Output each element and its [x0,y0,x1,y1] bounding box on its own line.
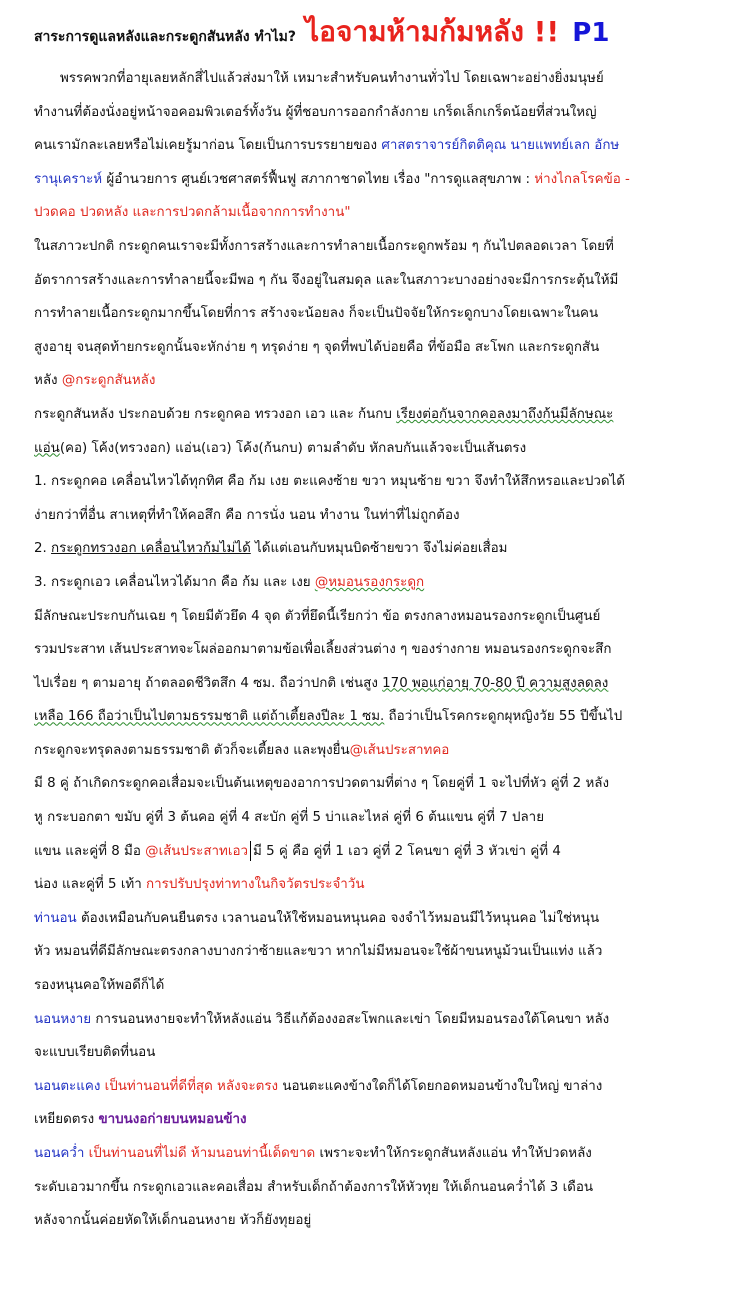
text-line [34,230,714,264]
text-line [34,1070,714,1104]
text-line [34,163,714,197]
title-headline: ไอจามห้ามก้มหลัง !! [305,15,560,48]
text-line [34,465,714,499]
text-segment: 2. [34,541,52,557]
text-line [34,969,714,1003]
text-line [34,1171,714,1205]
text-cursor [250,841,251,861]
text-segment: ขาบนงอก่ายบนหมอนข้าง [98,1112,247,1128]
text-segment: หลัง [34,373,62,389]
text-segment: @หมอนรองกระดูก [314,574,425,590]
text-line [34,1103,714,1137]
text-line [34,364,714,398]
text-segment: พรรคพวกที่อายุเลยหลักสี่ไปแล้วส่งมาให้ เหมาะสำหรับคนทำงานทั่วไป โดยเฉพาะอย่างยิ่งมนุษย์ [60,71,604,86]
text-segment: อัตราการสร้างและการทำลายนี้จะมีพอ ๆ กัน จึงอยู่ในสมดุล และในสภาวะบางอย่างจะมีการกระตุ้นให้มี [34,272,619,288]
text-line [34,532,714,566]
text-segment: ทำงานที่ต้องนั่งอยู่หน้าจอคอมพิวเตอร์ทั้งวัน ผู้ที่ชอบการออกกำลังกาย เกร็ดเล็กเกร็ดน้อยที่ส่วนใหญ่ [34,104,597,120]
text-segment: มี 5 คู่ คือ คู่ที่ 1 เอว คู่ที่ 2 โคนขา คู่ที่ 3 หัวเข่า คู่ที่ 4 [253,843,561,859]
text-segment: คนเรามักละเลยหรือไม่เคยรู้มาก่อน โดยเป็นการบรรยายของ [34,138,382,154]
text-segment: มีลักษณะประกบกันเฉย ๆ โดยมีตัวยึด 4 จุด ตัวที่ยึดนี้เรียกว่า ข้อ ตรงกลางหมอนรองกระดูกเป็นศูนย์ [34,608,601,624]
text-line [34,1003,714,1037]
text-segment: กระดูกจะทรุดลงตามธรรมชาติ ตัวก็จะเตี้ยลง และพุงยื่น [34,742,350,758]
text-segment: รวมประสาท เส้นประสาทจะโผล่ออกมาตามข้อเพื่อเลี้ยงส่วนต่าง ๆ ของร่างกาย หมอนรองกระดูกจะสึก [34,642,612,658]
text-segment: แขน และคู่ที่ 8 มือ [34,843,146,859]
text-line [34,297,714,331]
text-segment: ได้แต่เอนกับหมุนบิดซ้ายขวา จึงไม่ค่อยเสื่อม [250,541,508,557]
text-segment: นอนตะแคง [34,1078,101,1094]
text-line [34,499,714,533]
text-segment: มี 8 คู่ ถ้าเกิดกระดูกคอเสื่อมจะเป็นต้นเหตุของอาการปวดตามที่ต่าง ๆ โดยคู่ที่ 1 จะไปที่หัว คู่ที่ 2 หลัง [34,776,610,792]
article-body [34,62,714,1238]
text-segment: ท่านอน [34,910,77,926]
text-segment: ในสภาวะปกติ กระดูกคนเราจะมีทั้งการสร้างและการทำลายเนื้อกระดูกพร้อม ๆ กันไปตลอดเวลา โดยที่ [34,238,614,254]
text-segment: 1. กระดูกคอ เคลื่อนไหวได้ทุกทิศ คือ ก้ม เงย ตะแคงซ้าย ขวา หมุนซ้าย ขวา จึงทำให้สึกหรอและปวดได้ [34,474,625,490]
text-segment: ห่างไกลโรคข้อ - [534,171,630,187]
text-segment: การทำลายเนื้อกระดูกมากขึ้นโดยที่การ สร้างจะน้อยลง ก็จะเป็นปัจจัยให้กระดูกบางโดยเฉพาะในคน [34,306,599,322]
text-segment: การปรับปรุงท่าทางในกิจวัตรประจำวัน [146,877,365,893]
text-segment: ต้องเหมือนกับคนยืนตรง เวลานอนให้ใช้หมอนหนุนคอ จงจำไว้หมอนมีไว้หนุนคอ ไม่ใช่หนุน [76,910,600,926]
text-segment: รองหนุนคอให้พอดีก็ได้ [34,978,165,994]
text-segment: นอนตะแคงข้างใดก็ได้โดยกอดหมอนข้างใบใหญ่ ขาล่าง [278,1078,603,1094]
text-segment: ง่ายกว่าที่อื่น สาเหตุที่ทำให้คอสึก คือ การนั่ง นอน ทำงาน ในท่าที่ไม่ถูกต้อง [34,507,460,523]
text-segment: 170 พอแก่อายุ 70-80 ปี ความสูงลดลง [382,675,609,691]
text-line [34,432,714,466]
text-line [34,600,714,634]
text-segment: เรียงต่อกันจากคอลงมาถึงก้นมีลักษณะ [396,406,614,422]
text-line [34,129,714,163]
text-line [34,1204,714,1238]
text-segment: เหยียดตรง [34,1112,99,1128]
text-segment: กระดูกสันหลัง ประกอบด้วย กระดูกคอ ทรวงอก เอว และ ก้นกบ [34,406,397,422]
text-segment: รานุเคราะห์ [34,171,103,187]
text-line [34,1137,714,1171]
text-line [34,902,714,936]
text-segment: ถือว่าเป็นโรคกระดูกผุหญิงวัย 55 ปีขึ้นไป [384,709,623,725]
text-segment: กระดูกทรวงอก เคลื่อนไหวก้มไม่ได้ [51,541,251,557]
text-segment: 3. กระดูกเอว เคลื่อนไหวได้มาก คือ ก้ม และ เงย [34,574,315,590]
text-segment: หลังจากนั้นค่อยหัดให้เด็กนอนหงาย หัวก็ยังทุยอยู่ [34,1213,312,1229]
text-line [34,868,714,902]
page-title [34,10,734,54]
text-segment: ศาสตราจารย์กิตติคุณ นายแพทย์เลก อักษ [381,138,620,154]
text-segment: จะแบบเรียบติดที่นอน [34,1045,156,1061]
text-line [34,398,714,432]
text-line [34,667,714,701]
text-segment: @กระดูกสันหลัง [61,373,156,389]
text-segment: ระดับเอวมากขึ้น กระดูกเอวและคอเสื่อม สำหรับเด็กถ้าต้องการให้หัวทุย ให้เด็กนอนคว่ำได้ 3 เดือน [34,1179,594,1195]
text-segment: หัว หมอนที่ดีมีลักษณะตรงกลางบางกว่าซ้ายและขวา หากไม่มีหมอนจะใช้ผ้าขนหนูม้วนเป็นแท่ง แล้ว [34,944,603,960]
text-line [34,566,714,600]
text-segment: ปวดคอ ปวดหลัง และการปวดกล้ามเนื้อจากการทำงาน" [34,205,351,221]
text-line [34,331,714,365]
text-segment: @เส้นประสาทเอว [145,843,249,859]
text-line [34,700,714,734]
text-segment: นอนหงาย [34,1011,92,1027]
text-line [34,734,714,768]
text-line [34,196,714,230]
text-segment: แอ่น [34,440,60,456]
text-segment: เป็นท่านอนที่ดีที่สุด หลังจะตรง [100,1078,279,1094]
page-number: P1 [572,18,610,48]
text-line [34,62,714,96]
text-line [34,1036,714,1070]
text-segment: น่อง และคู่ที่ 5 เท้า [34,877,147,893]
text-line [34,96,714,130]
text-segment: เพราะจะทำให้กระดูกสันหลังแอ่น ทำให้ปวดหลัง [315,1146,592,1161]
text-line [34,264,714,298]
text-segment: เป็นท่านอนที่ไม่ดี ห้ามนอนท่านี้เด็ดขาด [84,1146,316,1161]
text-segment: การนอนหงายจะทำให้หลังแอ่น วิธีแก้ต้องงอสะโพกและเข่า โดยมีหมอนรองใต้โคนขา หลัง [91,1011,610,1027]
text-segment: (คอ) โค้ง(ทรวงอก) แอ่น(เอว) โค้ง(ก้นกบ) ตามลำดับ หักลบกันแล้วจะเป็นเส้นตรง [59,440,527,456]
title-subject: สาระการดูแลหลังและกระดูกสันหลัง ทำไม? [34,29,296,45]
text-segment: ผู้อำนวยการ ศูนย์เวชศาสตร์ฟื้นฟู สภากาชาดไทย เรื่อง "การดูแลสุขภาพ : [102,171,535,187]
text-line [34,767,714,801]
text-segment: เหลือ 166 ถือว่าเป็นไปตามธรรมชาติ แต่ถ้าเตี้ยลงปีละ 1 ซม. [34,709,385,725]
text-segment: นอนคว่ำ [34,1146,85,1161]
text-segment: ไปเรื่อย ๆ ตามอายุ ถ้าตลอดชีวิตสึก 4 ซม. ถือว่าปกติ เช่นสูง [34,675,383,691]
text-segment: สูงอายุ จนสุดท้ายกระดูกนั้นจะหักง่าย ๆ ทรุดง่าย ๆ จุดที่พบได้บ่อยคือ ที่ข้อมือ สะโพก และกระดูกสัน [34,339,600,355]
text-segment: @เส้นประสาทคอ [349,742,450,758]
text-line [34,835,714,869]
text-line [34,633,714,667]
text-segment: หู กระบอกตา ขมับ คู่ที่ 3 ต้นคอ คู่ที่ 4 สะบัก คู่ที่ 5 บ่าและไหล่ คู่ที่ 6 ต้นแขน คู่ที่ 7 ปลาย [34,810,545,826]
text-line [34,935,714,969]
text-line [34,801,714,835]
